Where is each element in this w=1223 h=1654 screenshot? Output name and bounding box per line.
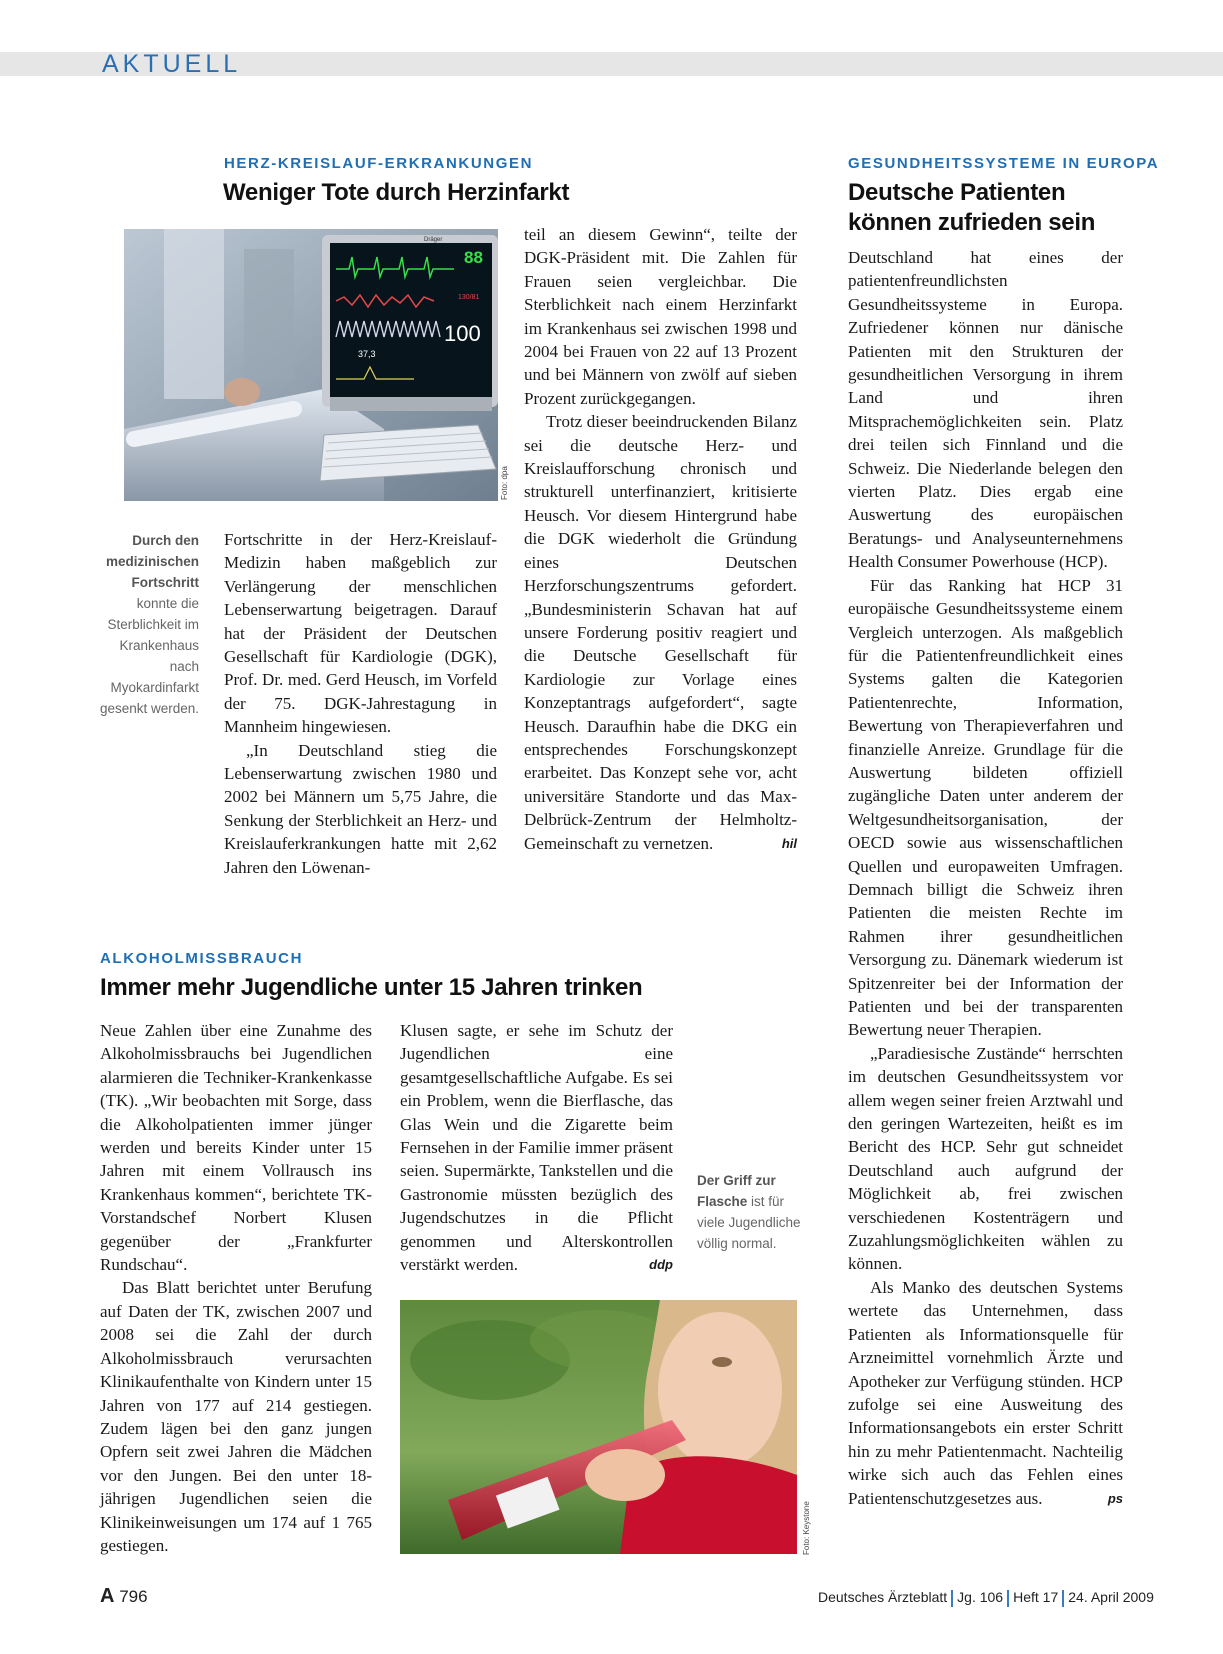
monitor-blood-pressure: 130/81 [458,294,480,301]
journal-footer [818,1589,1154,1607]
article3-paragraph: Als Manko des deutschen Systems wertete das Unternehmen, dass Patienten als Informationsquelle für Arzneimittel vornehmlich Ärzte und Apotheker zur Verfügung stünden. HCP zufolge sei eine Ausweitung des Informationsangebots ein erster Schritt hin zu mehr Patientenmacht. Nachteilig wirke sich auch das Fehlen eines Patientenschutzgesetzes aus. ps [848,1276,1123,1510]
article3-signature: ps [1107,1490,1123,1506]
article2-col1-paragraph: Neue Zahlen über eine Zunahme des Alkoholmissbrauchs bei Jugendlichen alarmieren die Techniker-Krankenkasse (TK). „Wir beobachten mit Sorge, dass die Alkoholpatienten immer jünger werden und bereits Kinder unter 15 Jahren mit einem Vollrausch ins Krankenhaus kommen“, berichtete TK-Vorstandschef Norbert Klusen gegenüber der „Frankfurter Rundschau“. [100,1021,372,1275]
svg-text:Dräger: Dräger [424,237,443,243]
article2-column-2 [400,1019,673,1276]
article2-column-1 [100,1019,372,1557]
article3-headline-line2: können zufrieden sein [848,209,1096,236]
article3-paragraph: „Paradiesische Zustände“ herrschten im deutschen Gesundheitssystem vor allem wegen seiner freien Arztwahl und den geringen Wartezeiten, heißt es im Bericht des HCP. Sehr gut schneidet Deutschland auch aufgrund der Möglichkeit ab, frei zwischen verschiedenen Kostenträgern und Zuzahlungsmöglichkeiten wählen zu können. [848,1043,1123,1274]
footer-divider [1062,1590,1064,1607]
monitor-heart-rate: 88 [464,248,483,267]
article1-column-2 [524,223,797,855]
article1-photo [124,229,498,501]
article2-col2-paragraph: Klusen sagte, er sehe im Schutz der Jugendlichen eine gesamtgesellschaftliche Aufgabe. Es sei ein Problem, wenn die Bierflasche, das Glas Wein und die Zigarette beim Fernsehen in der Familie immer präsent seien. Supermärkte, Tankstellen und die Gastronomie müssten bezüglich des Jugendschutzes in die Pflicht genommen und Alterskontrollen verstärkt werden. ddp [400,1019,673,1276]
monitor-spo2: 100 [444,321,481,346]
article1-column-1 [224,528,497,879]
journal-date: 24. April 2009 [1068,1589,1154,1605]
journal-volume: Jg. 106 [957,1589,1004,1605]
article2-caption-bold: Der Griff zur Flasche [697,1173,776,1209]
journal-issue: Heft 17 [1013,1589,1059,1605]
article1-headline: Weniger Tote durch Herzinfarkt [223,179,570,206]
article1-signature: hil [781,835,797,851]
article1-caption-bold: Durch den medizinischen Fortschritt [105,533,199,590]
article3-paragraph: Für das Ranking hat HCP 31 europäische Gesundheitssysteme einem Vergleich unterzogen. Als maßgeblich für die Patientenfreundlichkeit eines Systems galten die Kategorien Patientenrechte, Information, Bewertung von Therapieverfahren und finanzielle Anreize. Grundlage für die Auswertung bildeten offiziell zugängliche Daten unter anderem der Weltgesundheitsorganisation, der OECD sowie aus wissenschaftlichen Quellen und europaweiten Umfragen. Demnach billigt die Schweiz ihren Patienten die meisten Rechte im Rahmen ihrer gesundheitlichen Versorgung zu. Dänemark wiederum ist Spitzenreiter bei der Information der Patienten und bei der transparenten Bewertung neuer Therapien. [848,575,1123,1040]
article2-photo-credit: Foto: Keystone [802,1501,811,1555]
article3-column [848,246,1123,1510]
article1-caption-text: konnte die Sterblichkeit im Krankenhaus nach Myokardinfarkt gesenkt werden. [99,596,199,716]
article3-headline-line1: Deutsche Patienten [848,179,1066,206]
article2-col1-paragraph: Das Blatt berichtet unter Berufung auf Daten der TK, zwischen 2007 und 2008 sei die Zahl der durch Alkoholmissbrauch verursachten Klinikaufenthalte von Kindern unter 15 Jahren von 177 auf 214 gestiegen. Zudem lägen bei den ganz jungen Opfern seit zwei Jahren die Mädchen vor den Jungen. Bei den unter 18-jährigen Jugendlichen seien die Klinikeinweisungen um 174 auf 1 765 gestiegen. [100,1278,372,1555]
footer-divider [951,1590,953,1607]
article1-col2-paragraph: Trotz dieser beeindruckenden Bilanz sei die deutsche Herz- und Kreislaufforschung chronisch und strukturell unterfinanziert, kritisierte Heusch. Vor diesem Hintergrund habe die DGK wiederholt die Gründung eines Deutschen Herzforschungszentrums gefordert. „Bundesministerin Schavan hat auf unsere Forderung positiv reagiert und die Deutsche Gesellschaft für Kardiologie zur Vorlage eines Konzeptantrags aufgefordert“, sagte Heusch. Daraufhin habe die DKG ein entsprechendes Forschungskonzept erarbeitet. Das Konzept sehe vor, acht universitäre Standorte und das Max-Delbrück-Zentrum der Helmholtz-Gemeinschaft zu vernetzen. hil [524,410,797,855]
section-label: AKTUELL [102,50,242,78]
girl-drinking-illustration [400,1300,797,1554]
article1-col1-paragraph: Fortschritte in der Herz-Kreislauf-Medizin haben maßgeblich zur Verlängerung der menschlichen Lebenserwartung beigetragen. Darauf hat der Präsident der Deutschen Gesellschaft für Kardiologie (DGK), Prof. Dr. med. Gerd Heusch, im Vorfeld der 75. DGK-Jahrestagung in Mannheim hingewiesen. [224,530,497,737]
journal-name: Deutsches Ärzteblatt [818,1589,948,1605]
article2-headline: Immer mehr Jugendliche unter 15 Jahren trinken [100,974,643,1001]
monitor-temperature: 37,3 [358,349,376,359]
article1-kicker: HERZ-KREISLAUF-ERKRANKUNGEN [224,155,534,172]
article2-signature: ddp [649,1257,673,1273]
icu-monitor-illustration [124,229,498,501]
article1-col1-paragraph: „In Deutschland stieg die Lebenserwartung zwischen 1980 und 2002 bei Männern um 5,75 Jahre, die Senkung der Sterblichkeit an Herz- und Kreislauferkrankungen hatte mit 2,62 Jahren den Löwenan- [224,740,497,877]
article1-caption [88,530,199,719]
article2-kicker: ALKOHOLMISSBRAUCH [100,950,304,967]
article2-caption-text: ist für viele Jugendliche völlig normal. [697,1194,801,1251]
article1-col2-paragraph: teil an diesem Gewinn“, teilte der DGK-Präsident mit. Die Zahlen für Frauen seien vergleichbar. Die Sterblichkeit nach einem Herzinfarkt im Krankenhaus sei zwischen 1998 und 2004 bei Frauen von 22 auf 13 Prozent und bei Männern von zwölf auf sieben Prozent zurückgegangen. [524,225,797,408]
page-number: A 796 [100,1585,148,1607]
article3-headline [848,178,1095,238]
article2-caption [697,1170,807,1254]
footer-divider [1007,1590,1009,1607]
article3-kicker: GESUNDHEITSSYSTEME IN EUROPA [848,155,1160,172]
article1-photo-credit: Foto: dpa [500,466,509,500]
article3-paragraph: Deutschland hat eines der patientenfreundlichsten Gesundheitssysteme in Europa. Zufriedener können nur dänische Patienten mit den Strukturen der gesundheitlichen Versorgung in ihrem Land und ihren Mitsprachemöglichkeiten sein. Platz drei teilen sich Finnland und die Schweiz. Die Niederlande belegen den vierten Platz. Dies ergab eine Auswertung des europäischen Beratungs- und Analyseunternehmens Health Consumer Powerhouse (HCP). [848,248,1123,572]
article2-photo [400,1300,797,1554]
